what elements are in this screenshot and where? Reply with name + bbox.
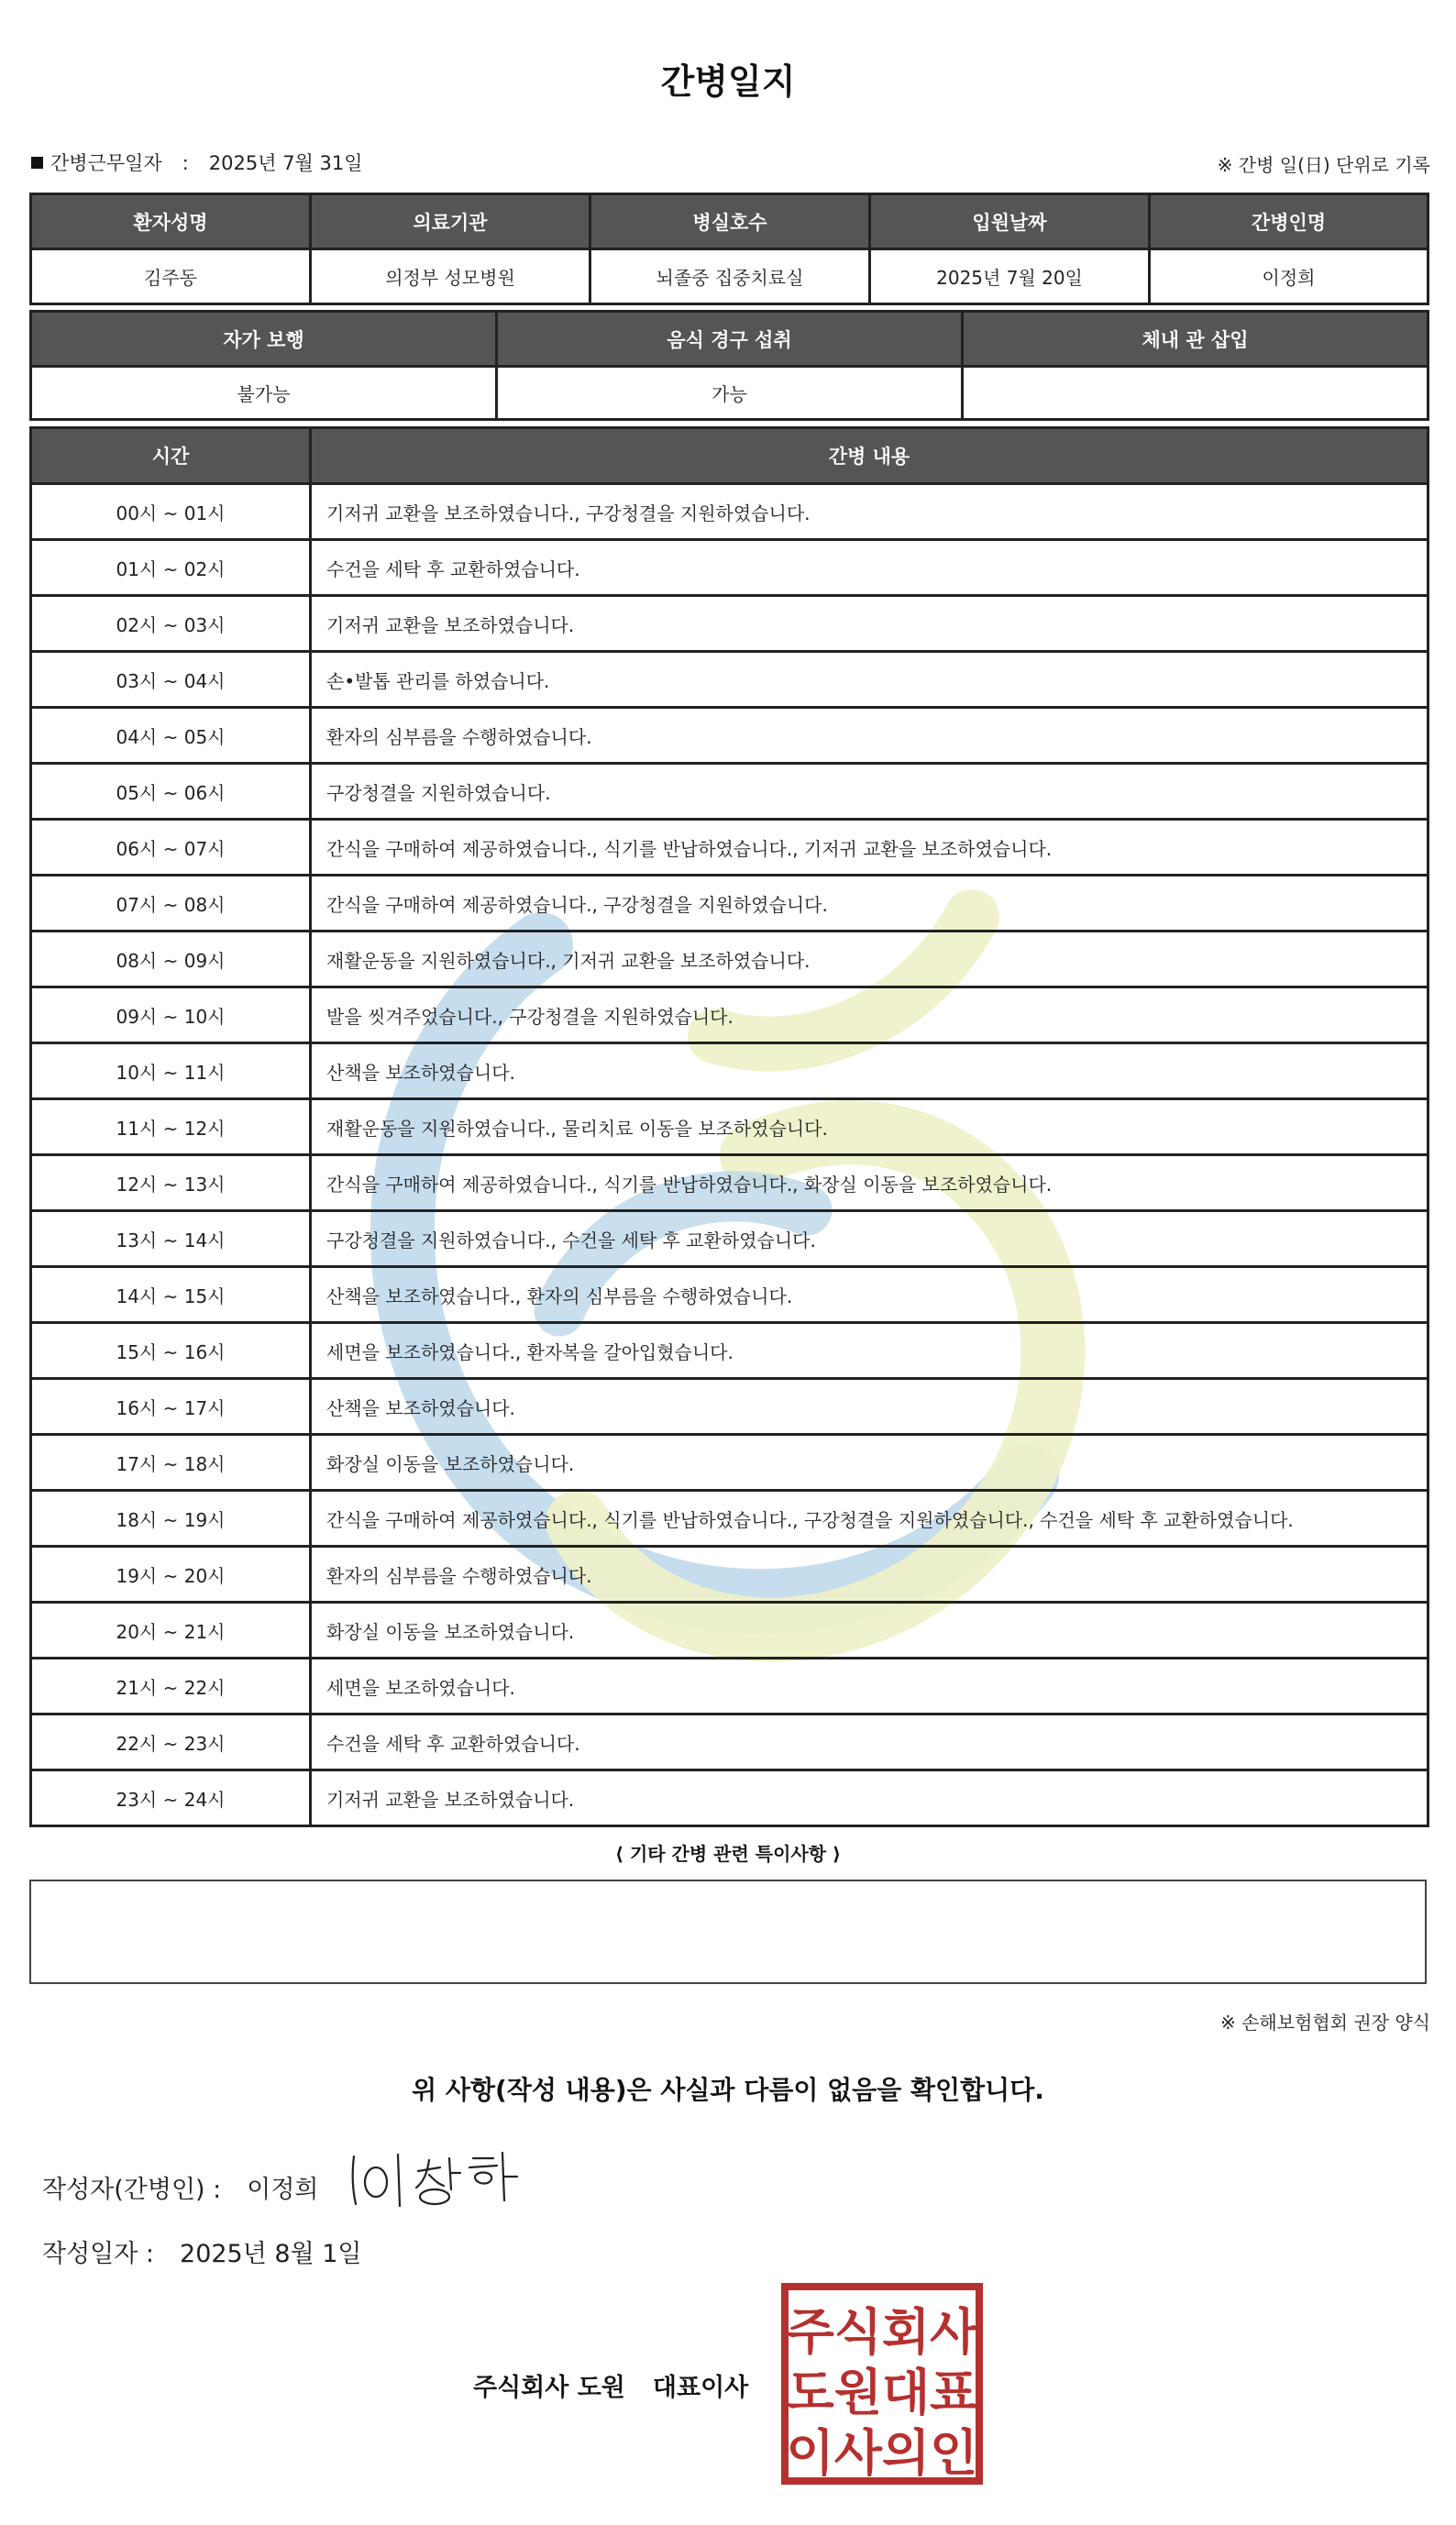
log-content: 구강청결을 지원하였습니다., 수건을 세탁 후 교환하였습니다. [311,1211,1428,1267]
table-row [31,708,1428,764]
log-time: 22시 ~ 23시 [31,1715,311,1770]
log-content: 손•발톱 관리를 하였습니다. [311,652,1428,708]
log-content: 기저귀 교환을 보조하였습니다. [311,1770,1428,1826]
hospital-name: 의정부 성모병원 [311,249,590,304]
header-admission-date: 입원날짜 [870,194,1150,249]
table-row [31,1603,1428,1659]
patient-status-table [29,310,1429,421]
log-content: 세면을 보조하였습니다., 환자복을 갈아입혔습니다. [311,1323,1428,1379]
log-time: 07시 ~ 08시 [31,876,311,932]
table-row [31,1379,1428,1435]
company-ceo-title: 대표이사 [652,2374,749,2402]
log-content: 간식을 구매하여 제공하였습니다., 구강청결을 지원하였습니다. [311,876,1428,932]
table-row [31,1267,1428,1323]
log-time: 18시 ~ 19시 [31,1491,311,1547]
table-row [31,1155,1428,1211]
table-row [31,1043,1428,1099]
care-date-label: 간병근무일자 [50,152,162,174]
log-time: 19시 ~ 20시 [31,1547,311,1603]
log-content: 발을 씻겨주었습니다., 구강청결을 지원하였습니다. [311,987,1428,1043]
header-time: 시간 [31,428,311,484]
table-row [31,1323,1428,1379]
log-time: 20시 ~ 21시 [31,1603,311,1659]
log-time: 00시 ~ 01시 [31,484,311,540]
table-row [31,820,1428,876]
table-row [31,1491,1428,1547]
table-row [31,1435,1428,1491]
special-notes-box [29,1880,1427,1984]
table-row [31,876,1428,932]
log-time: 16시 ~ 17시 [31,1379,311,1435]
patient-name: 김주동 [31,249,311,304]
log-time: 12시 ~ 13시 [31,1155,311,1211]
company-seal-image [779,2281,985,2486]
log-time: 04시 ~ 05시 [31,708,311,764]
log-time: 08시 ~ 09시 [31,932,311,987]
log-content: 화장실 이동을 보조하였습니다. [311,1435,1428,1491]
log-content: 화장실 이동을 보조하였습니다. [311,1603,1428,1659]
log-time: 10시 ~ 11시 [31,1043,311,1099]
log-time: 23시 ~ 24시 [31,1770,311,1826]
svg-text:도원대표: 도원대표 [786,2364,978,2421]
care-log-body [31,484,1428,1826]
log-content: 간식을 구매하여 제공하였습니다., 식기를 반납하였습니다., 구강청결을 지원하였습니다., 수건을 세탁 후 교환하였습니다. [311,1491,1428,1547]
table-row [31,1099,1428,1155]
table-row [31,987,1428,1043]
svg-text:이사의인: 이사의인 [786,2424,978,2482]
log-content: 재활운동을 지원하였습니다., 물리치료 이동을 보조하였습니다. [311,1099,1428,1155]
header-patient-name: 환자성명 [31,194,311,249]
special-notes-content [31,1881,1425,1903]
header-caregiver: 간병인명 [1150,194,1428,249]
table-row [31,484,1428,540]
log-content: 환자의 심부름을 수행하였습니다. [311,708,1428,764]
log-time: 01시 ~ 02시 [31,540,311,596]
writer-name: 이정희 [247,2176,319,2204]
header-hospital: 의료기관 [311,194,590,249]
log-content: 간식을 구매하여 제공하였습니다., 식기를 반납하였습니다., 화장실 이동을 보조하였습니다. [311,1155,1428,1211]
company-line [473,2367,748,2403]
table-row [31,1547,1428,1603]
log-content: 재활운동을 지원하였습니다., 기저귀 교환을 보조하였습니다. [311,932,1428,987]
write-date-line [42,2233,362,2269]
oral-intake-value: 가능 [497,367,963,420]
log-content: 세면을 보조하였습니다. [311,1659,1428,1715]
care-date-line [31,149,363,176]
admission-date: 2025년 7월 20일 [870,249,1150,304]
log-content: 산책을 보조하였습니다. [311,1379,1428,1435]
table-row [31,764,1428,820]
svg-text:주식회사: 주식회사 [786,2303,978,2361]
header-tube-insertion: 체내 관 삽입 [963,312,1428,367]
tube-insertion-value [963,367,1428,420]
log-time: 15시 ~ 16시 [31,1323,311,1379]
write-date-label: 작성일자 : [42,2240,155,2268]
care-log-table [29,426,1429,1827]
signature-image [347,2145,521,2210]
log-content: 수건을 세탁 후 교환하였습니다. [311,540,1428,596]
table-row [31,596,1428,652]
writer-label: 작성자(간병인) : [42,2176,222,2204]
writer-line [42,2169,319,2205]
header-care-content: 간병 내용 [311,428,1428,484]
log-time: 06시 ~ 07시 [31,820,311,876]
log-content: 산책을 보조하였습니다. [311,1043,1428,1099]
table-row [31,1715,1428,1770]
log-content: 간식을 구매하여 제공하였습니다., 식기를 반납하였습니다., 기저귀 교환을 보조하였습니다. [311,820,1428,876]
log-content: 기저귀 교환을 보조하였습니다. [311,596,1428,652]
log-content: 기저귀 교환을 보조하였습니다., 구강청결을 지원하였습니다. [311,484,1428,540]
patient-info-table [29,193,1429,305]
log-time: 11시 ~ 12시 [31,1099,311,1155]
log-content: 구강청결을 지원하였습니다. [311,764,1428,820]
header-room: 병실호수 [590,194,870,249]
table-row [31,1211,1428,1267]
header-oral-intake: 음식 경구 섭취 [497,312,963,367]
table-row [31,652,1428,708]
header-self-walking: 자가 보행 [31,312,497,367]
company-name: 주식회사 도원 [473,2374,625,2402]
table-row [31,540,1428,596]
log-time: 02시 ~ 03시 [31,596,311,652]
table-row [31,1770,1428,1826]
log-time: 14시 ~ 15시 [31,1267,311,1323]
self-walking-value: 불가능 [31,367,497,420]
log-time: 17시 ~ 18시 [31,1435,311,1491]
log-time: 03시 ~ 04시 [31,652,311,708]
special-notes-title: ⟨ 기타 간병 관련 특이사항 ⟩ [614,1843,842,1865]
page-title: 간병일지 [660,61,796,102]
table-row [31,1659,1428,1715]
log-time: 21시 ~ 22시 [31,1659,311,1715]
care-date-colon: : [182,152,189,174]
log-content: 산책을 보조하였습니다., 환자의 심부름을 수행하였습니다. [311,1267,1428,1323]
room-number: 뇌졸중 집중치료실 [590,249,870,304]
form-note: ※ 손해보험협회 권장 양식 [1219,2012,1430,2034]
bullet-square-icon [31,157,43,169]
table-row [31,932,1428,987]
write-date-value: 2025년 8월 1일 [180,2240,362,2268]
confirmation-text: 위 사항(작성 내용)은 사실과 다름이 없음을 확인합니다. [412,2075,1044,2105]
caregiver-name: 이정희 [1150,249,1428,304]
log-content: 수건을 세탁 후 교환하였습니다. [311,1715,1428,1770]
log-content: 환자의 심부름을 수행하였습니다. [311,1547,1428,1603]
care-date-value: 2025년 7월 31일 [208,152,363,174]
unit-note: ※ 간병 일(日) 단위로 기록 [1217,154,1430,176]
log-time: 05시 ~ 06시 [31,764,311,820]
log-time: 09시 ~ 10시 [31,987,311,1043]
log-time: 13시 ~ 14시 [31,1211,311,1267]
